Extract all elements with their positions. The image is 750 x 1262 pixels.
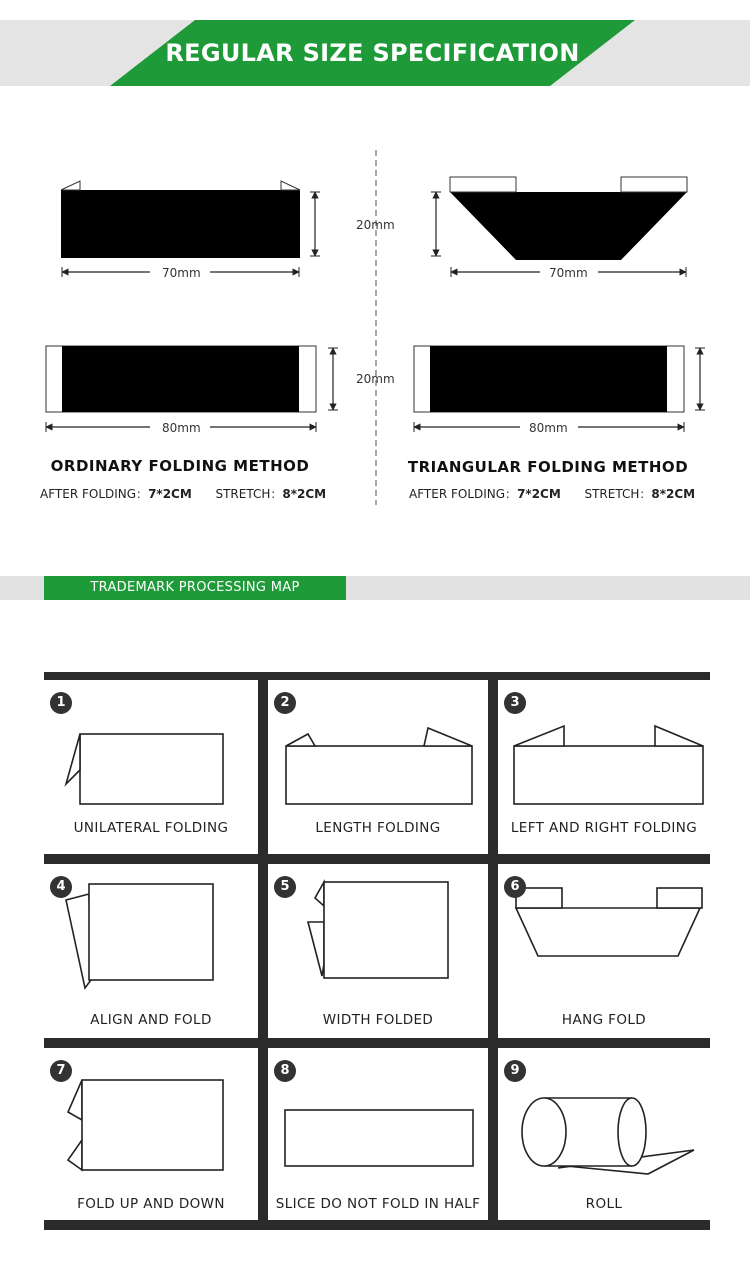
ordinary-folded-label [61,181,320,277]
item-caption: LENGTH FOLDING [315,820,441,836]
item-caption: FOLD UP AND DOWN [77,1196,225,1212]
ordinary-stretched-label [46,346,338,432]
item-number: 3 [504,692,526,714]
item-caption: UNILATERAL FOLDING [73,820,229,836]
processing-item-6 [498,864,710,1038]
triangular-specs [409,485,695,502]
item-number: 7 [50,1060,72,1082]
ordinary-method-title: ORDINARY FOLDING METHOD [50,457,310,475]
processing-item-9 [498,1048,710,1220]
processing-item-2 [268,680,488,854]
ordinary-specs [40,485,326,502]
ordinary-after-label: AFTER FOLDING： [40,487,149,501]
processing-item-7 [44,1048,258,1220]
item-number: 8 [274,1060,296,1082]
triangular-stretch-label: STRETCH： [584,487,652,501]
dim-70-ordinary: 70mm [162,266,201,280]
roll-icon [498,1048,710,1220]
dim-80-triangular: 80mm [529,421,568,435]
fold-up-and-down-icon [44,1048,258,1220]
processing-item-1 [44,680,258,854]
ordinary-after-value: 7*2CM [148,487,192,501]
triangular-method-title: TRIANGULAR FOLDING METHOD [407,458,689,476]
item-number: 9 [504,1060,526,1082]
dim-20-bottom: 20mm [356,372,395,386]
ordinary-stretch-label: STRETCH： [215,487,283,501]
item-number: 2 [274,692,296,714]
item-caption: WIDTH FOLDED [322,1012,434,1028]
dim-70-triangular: 70mm [549,266,588,280]
processing-item-5 [268,864,488,1038]
item-caption: SLICE DO NOT FOLD IN HALF [275,1196,481,1212]
item-caption: ROLL [585,1196,623,1212]
item-number: 5 [274,876,296,898]
item-number: 6 [504,876,526,898]
triangular-stretched-label [414,346,705,432]
dim-20-top: 20mm [356,218,395,232]
triangular-after-value: 7*2CM [517,487,561,501]
processing-grid [44,672,710,1230]
processing-item-8 [268,1048,488,1220]
slice-flat-icon [268,1048,488,1220]
item-number: 1 [50,692,72,714]
triangular-after-label: AFTER FOLDING： [409,487,518,501]
triangular-stretch-value: 8*2CM [651,487,696,501]
item-caption: LEFT AND RIGHT FOLDING [510,820,698,836]
item-number: 4 [50,876,72,898]
item-caption: ALIGN AND FOLD [90,1012,212,1028]
ordinary-stretch-value: 8*2CM [282,487,327,501]
page-title: REGULAR SIZE SPECIFICATION [165,39,580,67]
item-caption: HANG FOLD [561,1012,647,1028]
dim-80-ordinary: 80mm [162,421,201,435]
processing-item-3 [498,680,710,854]
processing-item-4 [44,864,258,1038]
section-title: TRADEMARK PROCESSING MAP [44,576,346,600]
triangular-folded-label [431,177,687,277]
